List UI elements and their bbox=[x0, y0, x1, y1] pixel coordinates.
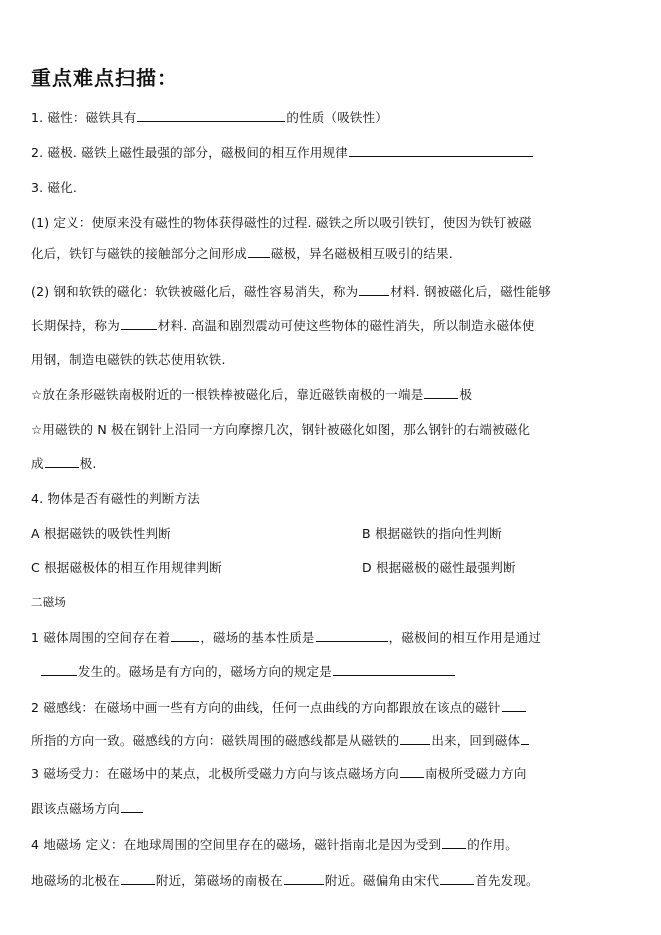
fill-blank[interactable] bbox=[424, 386, 458, 399]
text: 极. bbox=[79, 456, 97, 471]
fill-blank[interactable] bbox=[440, 872, 474, 885]
fill-blank[interactable] bbox=[121, 317, 157, 330]
text: 成 bbox=[31, 456, 44, 471]
item-4-heading: 4. 物体是否有磁性的判断方法 bbox=[31, 491, 200, 506]
option-a: A 根据磁铁的吸铁性判断 bbox=[31, 526, 171, 541]
item-2-poles bbox=[31, 143, 534, 161]
text: 发生的。磁场是有方向的，磁场方向的规定是 bbox=[78, 664, 333, 679]
fill-blank[interactable] bbox=[316, 629, 388, 642]
fill-blank[interactable] bbox=[121, 872, 155, 885]
text: 附近。磁偏角由宋代 bbox=[324, 873, 440, 888]
fill-blank[interactable] bbox=[41, 663, 77, 676]
fill-blank[interactable] bbox=[400, 732, 430, 745]
text: ☆放在条形磁铁南极附近的一根铁棒被磁化后，靠近磁铁南极的一端是 bbox=[31, 387, 424, 402]
option-d: D 根据磁极的磁性最强判断 bbox=[362, 560, 516, 575]
section-2-heading: 二磁场 bbox=[31, 595, 67, 609]
fill-blank[interactable] bbox=[171, 629, 199, 642]
item-3-2-steel-iron bbox=[31, 282, 551, 300]
fill-blank[interactable] bbox=[137, 109, 285, 122]
option-b: B 根据磁铁的指向性判断 bbox=[362, 526, 502, 541]
text: 磁极，异名磁极相互吸引的结果. bbox=[270, 246, 453, 261]
star-question-2-cont bbox=[31, 454, 97, 472]
item-3-1-definition-cont bbox=[31, 244, 453, 262]
field-item-3-cont bbox=[31, 799, 144, 817]
text: 的作用。 bbox=[467, 837, 519, 852]
item-3-magnetization: 3. 磁化. bbox=[31, 180, 78, 195]
text: 所指的方向一致。磁感线的方向：磁铁周围的磁感线都是从磁铁的 bbox=[31, 733, 400, 748]
fill-blank[interactable] bbox=[442, 836, 466, 849]
field-item-1 bbox=[31, 628, 541, 646]
text: 跟该点磁场方向 bbox=[31, 801, 120, 816]
fill-blank[interactable] bbox=[502, 699, 526, 712]
fill-blank[interactable] bbox=[45, 455, 79, 468]
text: 长期保持，称为 bbox=[31, 318, 120, 333]
text: 附近，第磁场的南极在 bbox=[155, 873, 283, 888]
field-item-1-cont bbox=[40, 662, 456, 680]
field-item-3 bbox=[31, 764, 527, 782]
fill-blank[interactable] bbox=[248, 245, 270, 258]
star-question-2: ☆用磁铁的 N 极在钢针上沿同一方向摩擦几次，钢针被磁化如图，那么钢针的右端被磁化 bbox=[31, 422, 531, 437]
fill-blank[interactable] bbox=[333, 663, 455, 676]
star-question-1 bbox=[31, 385, 472, 403]
field-item-4-cont bbox=[31, 871, 539, 889]
field-item-2 bbox=[31, 698, 527, 716]
text: 材料. 高温和剧烈震动可使这些物体的磁性消失，所以制造永磁体使 bbox=[157, 318, 535, 333]
text: 2. 磁极. 磁铁上磁性最强的部分，磁极间的相互作用规律 bbox=[31, 145, 348, 160]
text: 极 bbox=[459, 387, 473, 402]
text: 4 地磁场 定义：在地球周围的空间里存在的磁场，磁针指南北是因为受到 bbox=[31, 837, 442, 852]
text: 首先发现。 bbox=[475, 873, 539, 888]
options-row-1 bbox=[31, 524, 631, 542]
text: 1. 磁性：磁铁具有 bbox=[31, 110, 137, 125]
text: ，磁场的基本性质是 bbox=[200, 630, 315, 645]
text: 南极所受磁力方向 bbox=[424, 766, 527, 781]
text: 化后，铁钉与磁铁的接触部分之间形成 bbox=[31, 246, 247, 261]
text: 2 磁感线：在磁场中画一些有方向的曲线，任何一点曲线的方向都跟放在该点的磁针 bbox=[31, 700, 501, 715]
fill-blank[interactable] bbox=[349, 144, 533, 157]
field-item-2-cont bbox=[31, 731, 530, 749]
item-3-1-definition: (1) 定义：使原来没有磁性的物体获得磁性的过程. 磁铁之所以吸引铁钉，使因为铁钉被磁 bbox=[31, 215, 532, 230]
option-c: C 根据磁极体的相互作用规律判断 bbox=[31, 560, 222, 575]
field-item-4 bbox=[31, 835, 518, 853]
text: 的性质（吸铁性） bbox=[286, 110, 389, 125]
item-3-2-cont bbox=[31, 316, 535, 334]
fill-blank[interactable] bbox=[521, 732, 529, 745]
text: 地磁场的北极在 bbox=[31, 873, 120, 888]
fill-blank[interactable] bbox=[284, 872, 324, 885]
text: 材料. 钢被磁化后，磁性能够 bbox=[390, 284, 552, 299]
text: (2) 钢和软铁的磁化：软铁被磁化后，磁性容易消失，称为 bbox=[31, 284, 359, 299]
item-3-2-cont2: 用钢，制造电磁铁的铁芯使用软铁. bbox=[31, 352, 226, 367]
text: ，磁极间的相互作用是通过 bbox=[388, 630, 542, 645]
text: 出来，回到磁体 bbox=[431, 733, 521, 748]
item-1-magnetism bbox=[31, 108, 388, 126]
options-row-2 bbox=[31, 558, 631, 576]
fill-blank[interactable] bbox=[121, 800, 143, 813]
text: 3 磁场受力：在磁场中的某点，北极所受磁力方向与该点磁场方向 bbox=[31, 766, 399, 781]
text: 1 磁体周围的空间存在着 bbox=[31, 630, 171, 645]
fill-blank[interactable] bbox=[359, 283, 389, 296]
section-title: 重点难点扫描： bbox=[31, 66, 178, 90]
fill-blank[interactable] bbox=[400, 765, 424, 778]
